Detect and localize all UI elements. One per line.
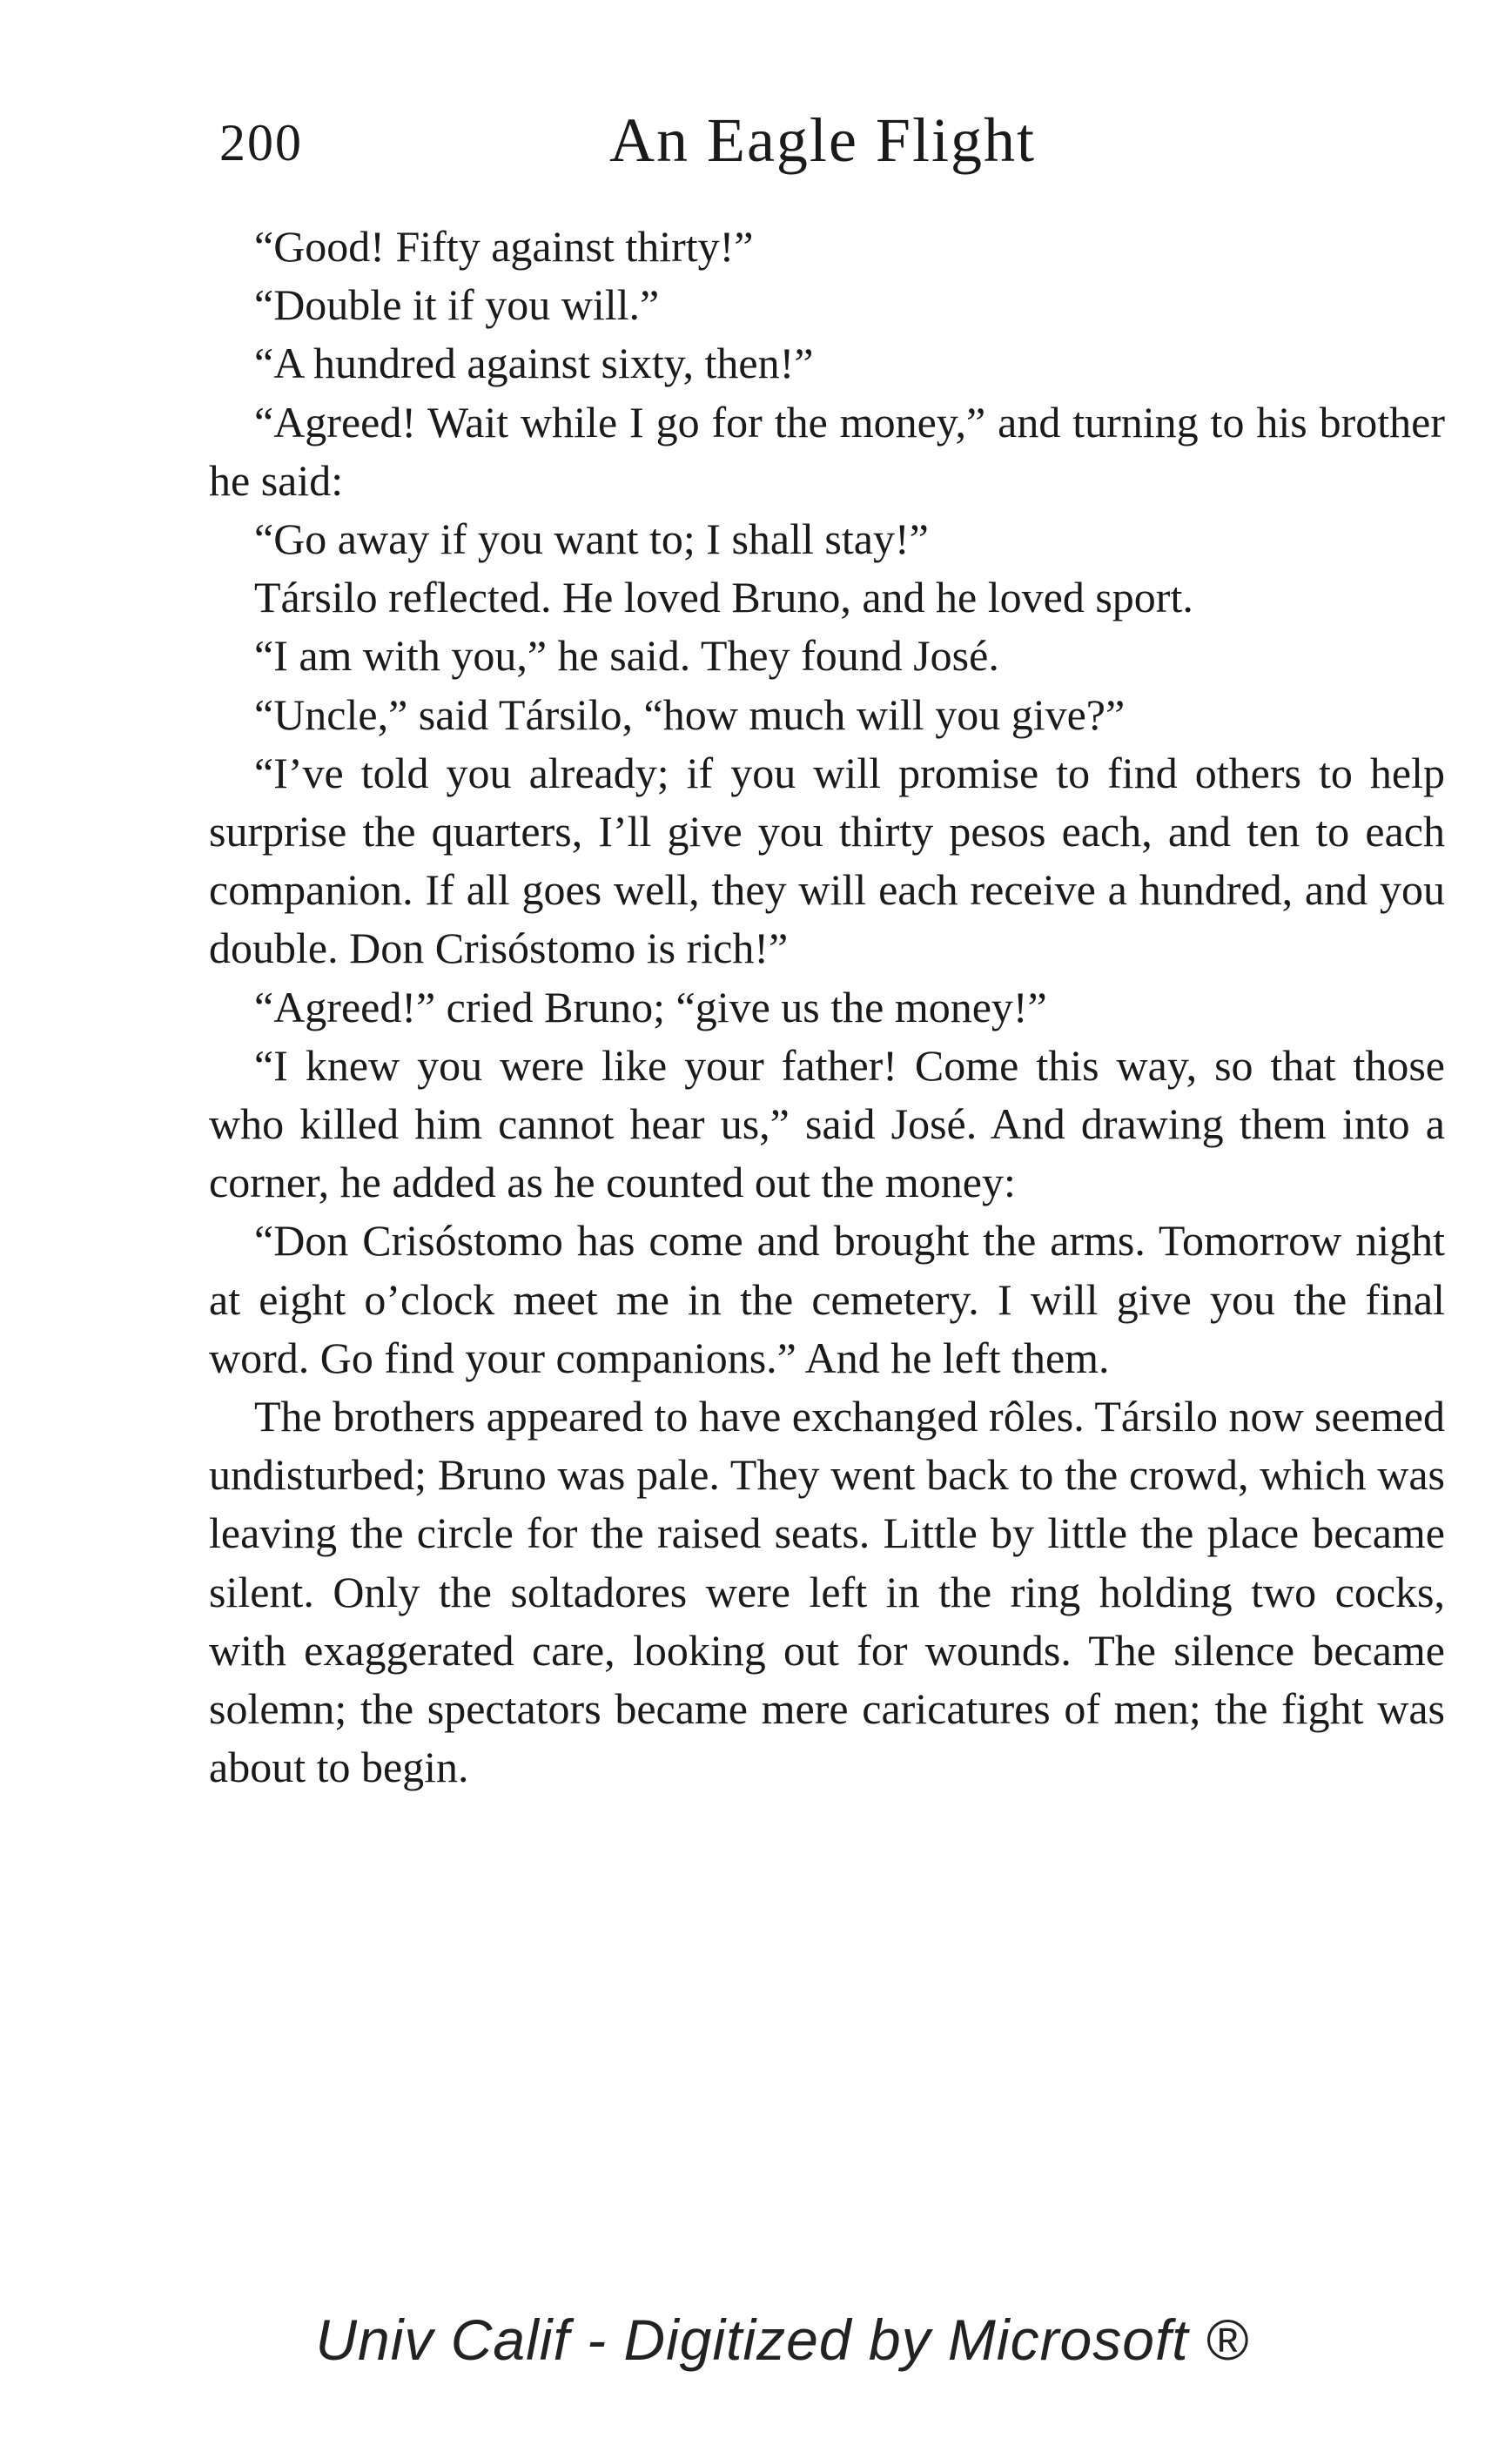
paragraph: The brothers appeared to have exchanged rôles. Társilo now seemed undisturbed; Bruno was pale. They went back to the crowd, which was leaving the circle for the raised seats. Little by little the place became silent. Only the soltadores were left in the ring holding two cocks, with exaggerated care, looking out for wounds. The silence became solemn; the spectators became mere caricatures of men; the fight was about to begin. (209, 1392, 1445, 1792)
paragraph: “Good! Fifty against thirty!” (254, 222, 754, 271)
paragraph: Társilo reflected. He loved Bruno, and he loved sport. (254, 573, 1193, 622)
paragraph: “A hundred against sixty, then!” (254, 339, 814, 388)
paragraph: “Double it if you will.” (254, 280, 660, 330)
paragraph: “I knew you were like your father! Come this way, so that those who killed him cannot hear us,” said José. And drawing them into a corner, he added as he counted out the money: (209, 1040, 1445, 1207)
page-number: 200 (219, 114, 303, 171)
body-text (209, 218, 1445, 1797)
paragraph: “Don Crisóstomo has come and brought the arms. Tomorrow night at eight o’clock meet me in the cemetery. I will give you the final word. Go find your companions.” And he left them. (209, 1216, 1445, 1382)
paragraph: “Go away if you want to; I shall stay!” (254, 514, 929, 564)
running-title: An Eagle Flight (609, 105, 1036, 175)
page-header (209, 94, 1445, 190)
digitization-watermark: Univ Calif - Digitized by Microsoft ® (315, 2307, 1249, 2372)
paragraph: “Uncle,” said Társilo, “how much will you give?” (254, 689, 1126, 739)
paragraph: “I am with you,” he said. They found José. (254, 631, 999, 681)
paragraph: “Agreed!” cried Bruno; “give us the money!” (254, 982, 1047, 1031)
paragraph: “I’ve told you already; if you will promise to find others to help surprise the quarters, I’ll give you thirty pesos each, and ten to each companion. If all goes well, they will each receive a hundred, and you double. Don Crisóstomo is rich!” (209, 748, 1445, 973)
paragraph: “Agreed! Wait while I go for the money,” and turning to his brother he said: (209, 397, 1445, 505)
